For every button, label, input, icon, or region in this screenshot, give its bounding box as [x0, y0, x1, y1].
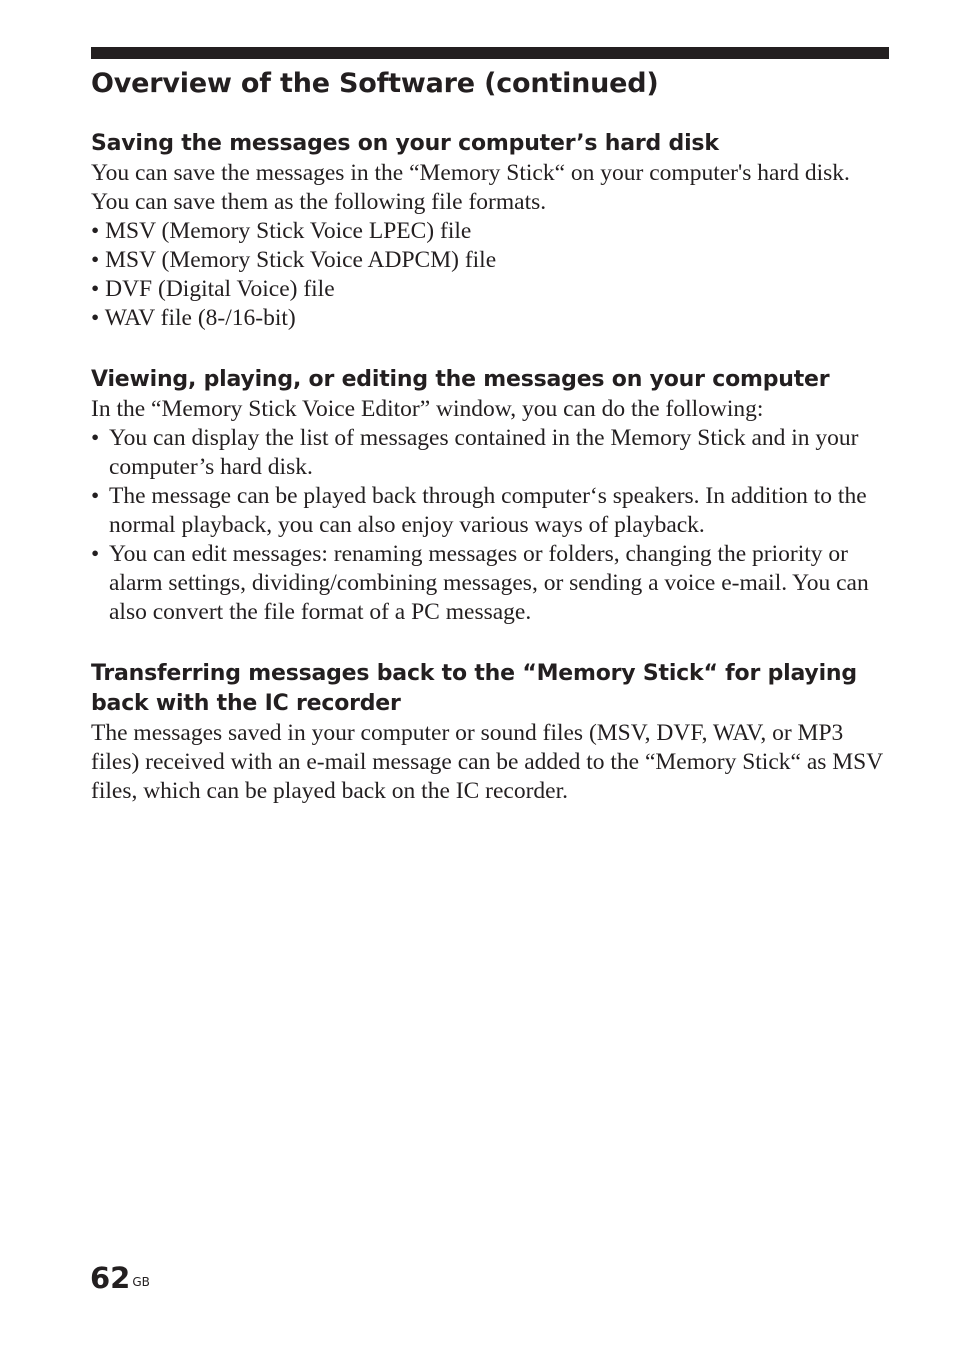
section-heading: Transferring messages back to the “Memory Stick“ for playing back with the IC recorder: [91, 661, 857, 716]
section-heading: Saving the messages on your computer’s hard disk: [91, 131, 719, 156]
bullet-mark: •: [91, 425, 100, 451]
feature-list: [91, 424, 889, 627]
section-intro: In the “Memory Stick Voice Editor” window, you can do the following:: [91, 396, 764, 422]
list-item: [91, 424, 889, 482]
list-item-text: You can display the list of messages contained in the Memory Stick and in your computer’s hard disk.: [109, 425, 859, 480]
list-item: [91, 275, 889, 304]
bullet-mark: •: [91, 483, 100, 509]
section-viewing-editing: [91, 365, 889, 627]
section-body: The messages saved in your computer or sound files (MSV, DVF, WAV, or MP3 files) received with an e-mail message can be added to the “Memory Stick“ as MSV files, which can be played back on the IC recorder.: [91, 720, 883, 804]
page-number: [90, 1258, 150, 1298]
list-item: [91, 304, 889, 333]
list-item: [91, 482, 889, 540]
list-item-text: MSV (Memory Stick Voice ADPCM) file: [105, 247, 497, 273]
list-item-text: WAV file (8-/16-bit): [104, 305, 296, 331]
list-item-text: You can edit messages: renaming messages or folders, changing the priority or alarm settings, dividing/combining messages, or sending a voice e-mail. You can also convert the file format of a PC message.: [109, 541, 869, 625]
list-item: [91, 246, 889, 275]
page-number-suffix: GB: [132, 1275, 150, 1289]
section-heading: Viewing, playing, or editing the messages on your computer: [91, 367, 830, 392]
bullet-mark: •: [91, 218, 100, 244]
section-transferring-messages: [91, 659, 889, 806]
list-item-text: DVF (Digital Voice) file: [105, 276, 335, 302]
page-number-value: 62: [90, 1261, 131, 1295]
bullet-mark: •: [91, 247, 100, 273]
section-saving-messages: [91, 129, 889, 333]
list-item-text: MSV (Memory Stick Voice LPEC) file: [105, 218, 472, 244]
bullet-mark: •: [91, 276, 100, 302]
page-title: Overview of the Software (continued): [91, 68, 659, 99]
top-rule: [91, 47, 889, 59]
list-item: [91, 540, 889, 627]
document-page: [91, 47, 889, 806]
list-item-text: The message can be played back through computer‘s speakers. In addition to the normal playback, you can also enjoy various ways of playback.: [109, 483, 867, 538]
bullet-mark: •: [91, 541, 100, 567]
section-intro: You can save the messages in the “Memory Stick“ on your computer's hard disk. You can save them as the following file formats.: [91, 160, 850, 215]
file-format-list: [91, 217, 889, 333]
list-item: [91, 217, 889, 246]
bullet-mark: •: [91, 305, 100, 331]
